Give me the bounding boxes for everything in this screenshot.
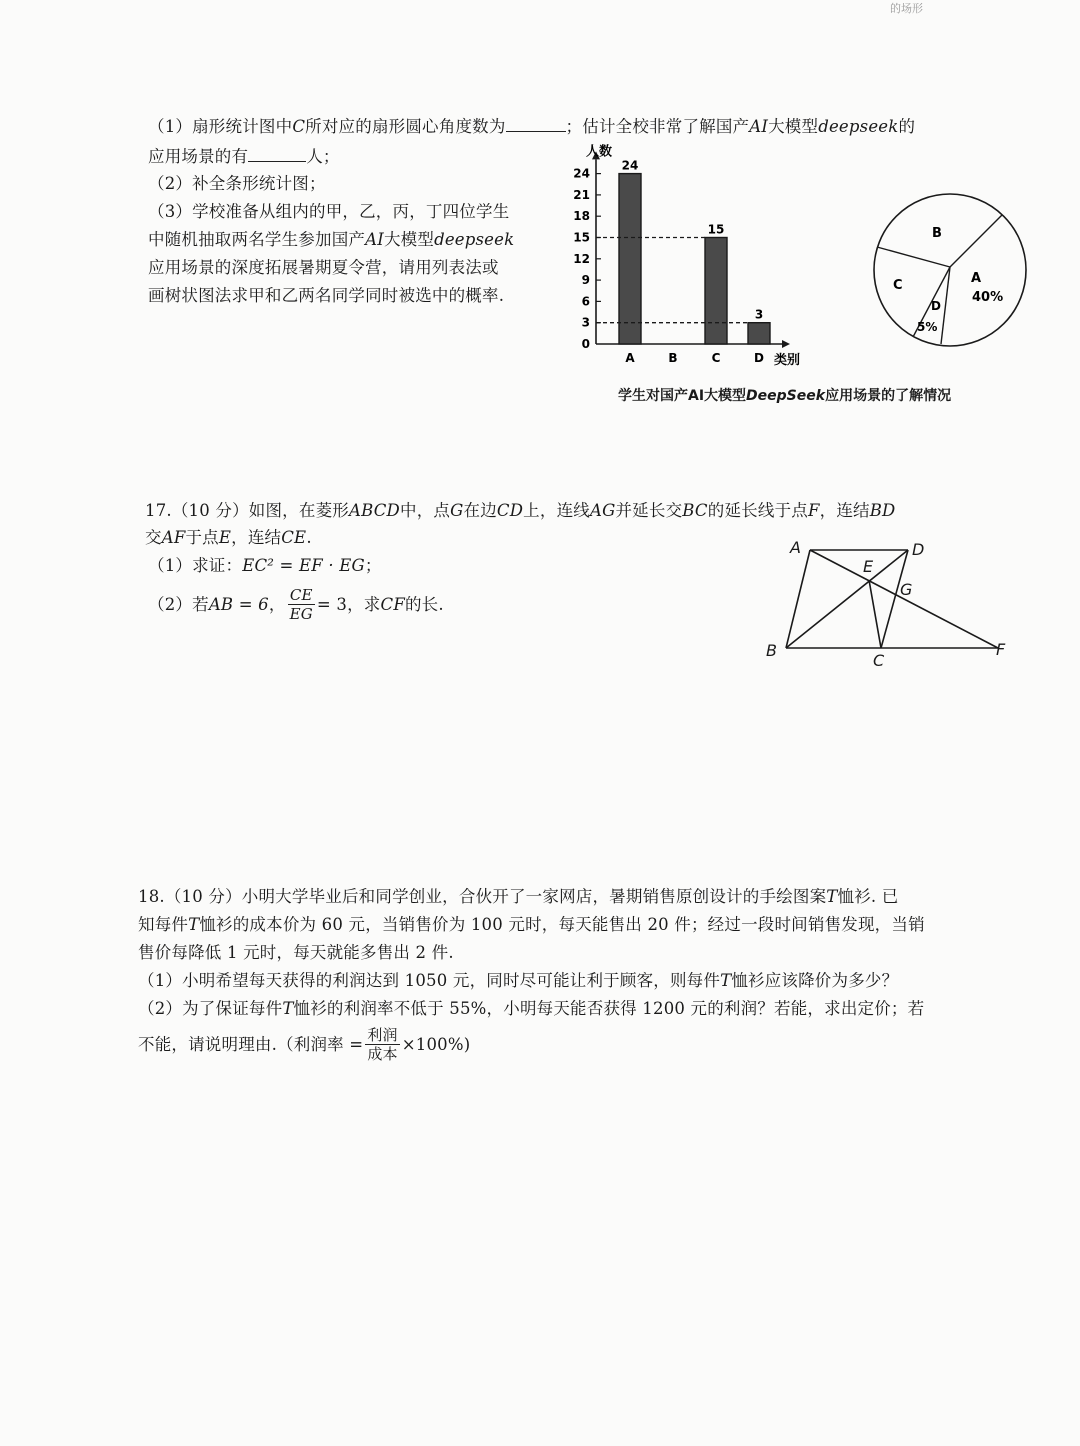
radius-b-c xyxy=(877,247,950,267)
q18-part1: （1）小明希望每天获得的利润达到 1050 元，同时尽可能让利于顾客，则每件T恤衫应该降价为多少？ xyxy=(138,971,899,990)
q18-line2: 知每件T恤衫的成本价为 60 元，当销售价为 100 元时，每天能售出 20 件；经过一段时间销售发现，当销 xyxy=(138,915,925,934)
y-tick-label-21: 21 xyxy=(573,187,590,202)
bar-C xyxy=(705,238,727,345)
bar-value-label-D: 3 xyxy=(754,307,764,322)
y-tick-label-0: 0 xyxy=(581,337,590,351)
y-tick-label-24: 24 xyxy=(573,166,590,181)
label-d: D xyxy=(912,540,925,559)
q16-part1-line1: （1）扇形统计图中C所对应的扇形圆心角度数为 ；估计全校非常了解国产AI大模型deepseek的 xyxy=(148,117,916,136)
y-tick-label-3: 3 xyxy=(581,315,590,330)
q16-part2: （2）补全条形统计图； xyxy=(148,174,326,193)
pie-label-c: C xyxy=(893,278,903,293)
bar-chart xyxy=(560,135,820,375)
q17-part1: （1）求证：EC² = EF · EG； xyxy=(148,556,382,575)
q17-part2: （2）若 AB = 6 ， $\frac{CE}{EG}$ = 3，求 CF 的长. xyxy=(148,586,444,623)
y-tick-label-6: 6 xyxy=(581,294,590,309)
y-axis-label: 人数 xyxy=(586,144,613,160)
pie-chart xyxy=(865,185,1035,355)
label-f: F xyxy=(996,640,1006,659)
x-category-label-A: A xyxy=(625,351,635,365)
bar-D xyxy=(748,323,770,344)
rhombus-figure xyxy=(760,535,1020,675)
q17-line2: 交AF于点E，连结CE. xyxy=(145,528,312,547)
label-e: E xyxy=(863,557,874,576)
q18-part2-line1: （2）为了保证每件T恤衫的利润率不低于 55%，小明每天能否获得 1200 元的利润？若能，求出定价；若 xyxy=(138,999,925,1018)
fraction-profit-rate: $\frac{\text{利润}}{\text{成本}}$ xyxy=(367,1026,398,1063)
segment-bd xyxy=(786,550,908,648)
y-tick-label-9: 9 xyxy=(581,273,590,288)
bar-A xyxy=(619,174,641,344)
label-b: B xyxy=(766,641,777,660)
pie-label-a-percent: 40% xyxy=(972,290,1004,305)
x-category-label-D: D xyxy=(754,351,764,365)
pie-label-d: D xyxy=(931,299,941,313)
x-category-label-C: C xyxy=(711,351,721,365)
q18-line1: 18.（10 分）小明大学毕业后和同学创业，合伙开了一家网店，暑期销售原创设计的手绘图案T恤衫. 已 xyxy=(138,887,899,906)
chart-caption: 学生对国产AI大模型DeepSeek应用场景的了解情况 xyxy=(618,388,952,404)
x-axis-arrow xyxy=(782,340,790,348)
q16-part3-line4: 画树状图法求甲和乙两名同学同时被选中的概率. xyxy=(148,286,505,305)
y-tick-label-12: 12 xyxy=(573,251,590,266)
pie-label-d-percent: 5% xyxy=(917,320,938,334)
header-mark: 的场形 xyxy=(890,2,923,15)
q16-part3-line2: 中随机抽取两名学生参加国产AI大模型deepseek xyxy=(148,230,515,249)
segment-ec xyxy=(869,580,881,648)
radius-d-a xyxy=(941,267,950,344)
label-g: G xyxy=(900,580,913,599)
q16-part1-line2: 应用场景的有 人； xyxy=(148,147,340,166)
y-tick-label-18: 18 xyxy=(573,209,590,224)
label-a: A xyxy=(790,538,801,557)
q16-part3-line3: 应用场景的深度拓展暑期夏令营，请用列表法或 xyxy=(148,258,499,277)
y-tick-label-15: 15 xyxy=(573,230,590,245)
answer-blank-angle[interactable] xyxy=(506,117,566,132)
segment-ab xyxy=(786,550,810,648)
pie-label-a: A xyxy=(971,271,982,286)
q18-line3: 售价每降低 1 元时，每天就能多售出 2 件. xyxy=(138,943,454,962)
pie-label-b: B xyxy=(932,226,942,241)
radius-b-a xyxy=(950,215,1002,267)
fraction-ce-eg: $\frac{CE}{EG}$ xyxy=(289,586,313,623)
q18-part2-line2: 不能，请说明理由.（利润率 = $\frac{\text{利润}}{\text{成本}}$ ×100%) xyxy=(138,1026,471,1063)
answer-blank-count[interactable] xyxy=(248,147,306,162)
x-axis-label: 类别 xyxy=(774,353,801,368)
bar-value-label-C: 15 xyxy=(707,222,725,237)
label-c: C xyxy=(873,651,885,670)
q16-part3-line1: （3）学校准备从组内的甲，乙，丙，丁四位学生 xyxy=(148,202,510,221)
x-category-label-B: B xyxy=(668,351,678,365)
bar-value-label-A: 24 xyxy=(621,158,639,173)
q17-line1: 17.（10 分）如图，在菱形ABCD中，点G在边CD上，连线AG并延长交BC的延长线于点F，连结BD xyxy=(145,501,896,520)
